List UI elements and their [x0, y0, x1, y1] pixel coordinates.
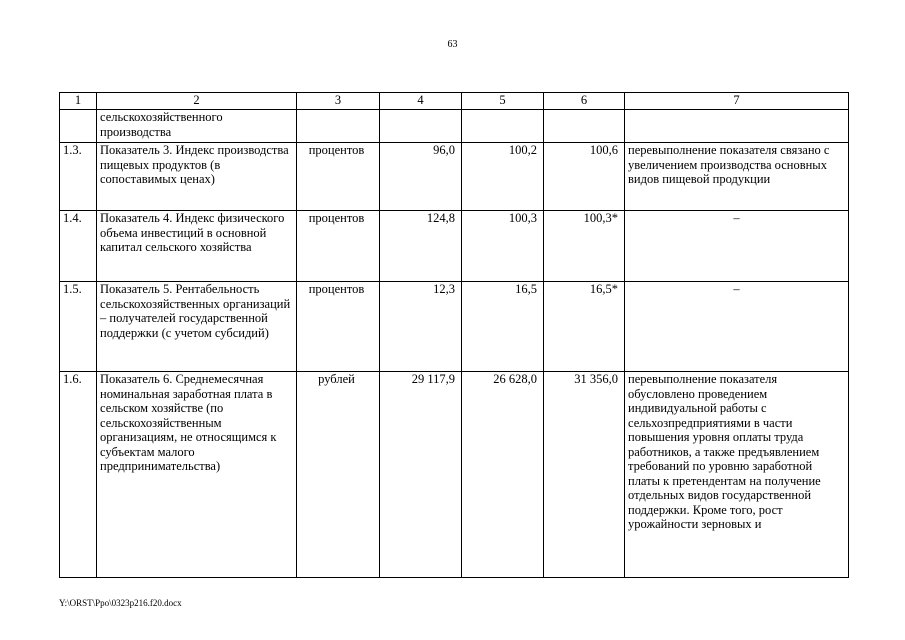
value-cell: 12,3 [380, 282, 462, 372]
value-cell: 100,3 [462, 211, 544, 282]
column-header: 7 [625, 93, 849, 110]
column-header: 1 [60, 93, 97, 110]
indicators-table [59, 92, 849, 578]
table-row [60, 282, 849, 372]
value-cell [544, 110, 625, 143]
column-header: 4 [380, 93, 462, 110]
value-cell: 100,3* [544, 211, 625, 282]
value-cell: 16,5 [462, 282, 544, 372]
note-cell: – [625, 211, 849, 282]
indicator-name: Показатель 3. Индекс производства пищевых продуктов (в сопоставимых ценах) [97, 143, 297, 211]
page-number: 63 [447, 39, 458, 50]
value-cell: 29 117,9 [380, 372, 462, 578]
value-cell: 100,6 [544, 143, 625, 211]
unit-cell: рублей [297, 372, 380, 578]
column-header: 6 [544, 93, 625, 110]
column-header: 5 [462, 93, 544, 110]
note-cell: перевыполнение показателя обусловлено проведением индивидуальной работы с сельхозпредприятиями в части повышения уровня оплаты труда работников, а также предъявлением требований по уровню заработной платы к претендентам на получение отдельных видов государственной поддержки. Кроме того, рост урожайности зерновых и [625, 372, 849, 578]
indicator-name: сельскохозяйственного производства [97, 110, 297, 143]
unit-cell [297, 110, 380, 143]
note-cell: – [625, 282, 849, 372]
column-header: 2 [97, 93, 297, 110]
row-number [60, 110, 97, 143]
value-cell [380, 110, 462, 143]
value-cell: 16,5* [544, 282, 625, 372]
indicator-name: Показатель 4. Индекс физического объема инвестиций в основной капитал сельского хозяйства [97, 211, 297, 282]
table-row [60, 211, 849, 282]
indicator-name: Показатель 5. Рентабельность сельскохозяйственных организаций – получателей государственной поддержки (с учетом субсидий) [97, 282, 297, 372]
value-cell [462, 110, 544, 143]
note-cell: перевыполнение показателя связано с увеличением производства основных видов пищевой продукции [625, 143, 849, 211]
value-cell: 31 356,0 [544, 372, 625, 578]
row-number: 1.5. [60, 282, 97, 372]
row-number: 1.3. [60, 143, 97, 211]
table-row [60, 143, 849, 211]
value-cell: 26 628,0 [462, 372, 544, 578]
value-cell: 96,0 [380, 143, 462, 211]
column-header: 3 [297, 93, 380, 110]
table-row [60, 110, 849, 143]
document-file-path: Y:\ORST\Ppo\0323p216.f20.docx [59, 598, 182, 608]
value-cell: 124,8 [380, 211, 462, 282]
row-number: 1.6. [60, 372, 97, 578]
note-cell [625, 110, 849, 143]
unit-cell: процентов [297, 282, 380, 372]
value-cell: 100,2 [462, 143, 544, 211]
unit-cell: процентов [297, 211, 380, 282]
unit-cell: процентов [297, 143, 380, 211]
indicator-name: Показатель 6. Среднемесячная номинальная заработная плата в сельском хозяйстве (по сельскохозяйственным организациям, не относящимся к субъектам малого предпринимательства) [97, 372, 297, 578]
row-number: 1.4. [60, 211, 97, 282]
table-header-row [60, 93, 849, 110]
table-row [60, 372, 849, 578]
